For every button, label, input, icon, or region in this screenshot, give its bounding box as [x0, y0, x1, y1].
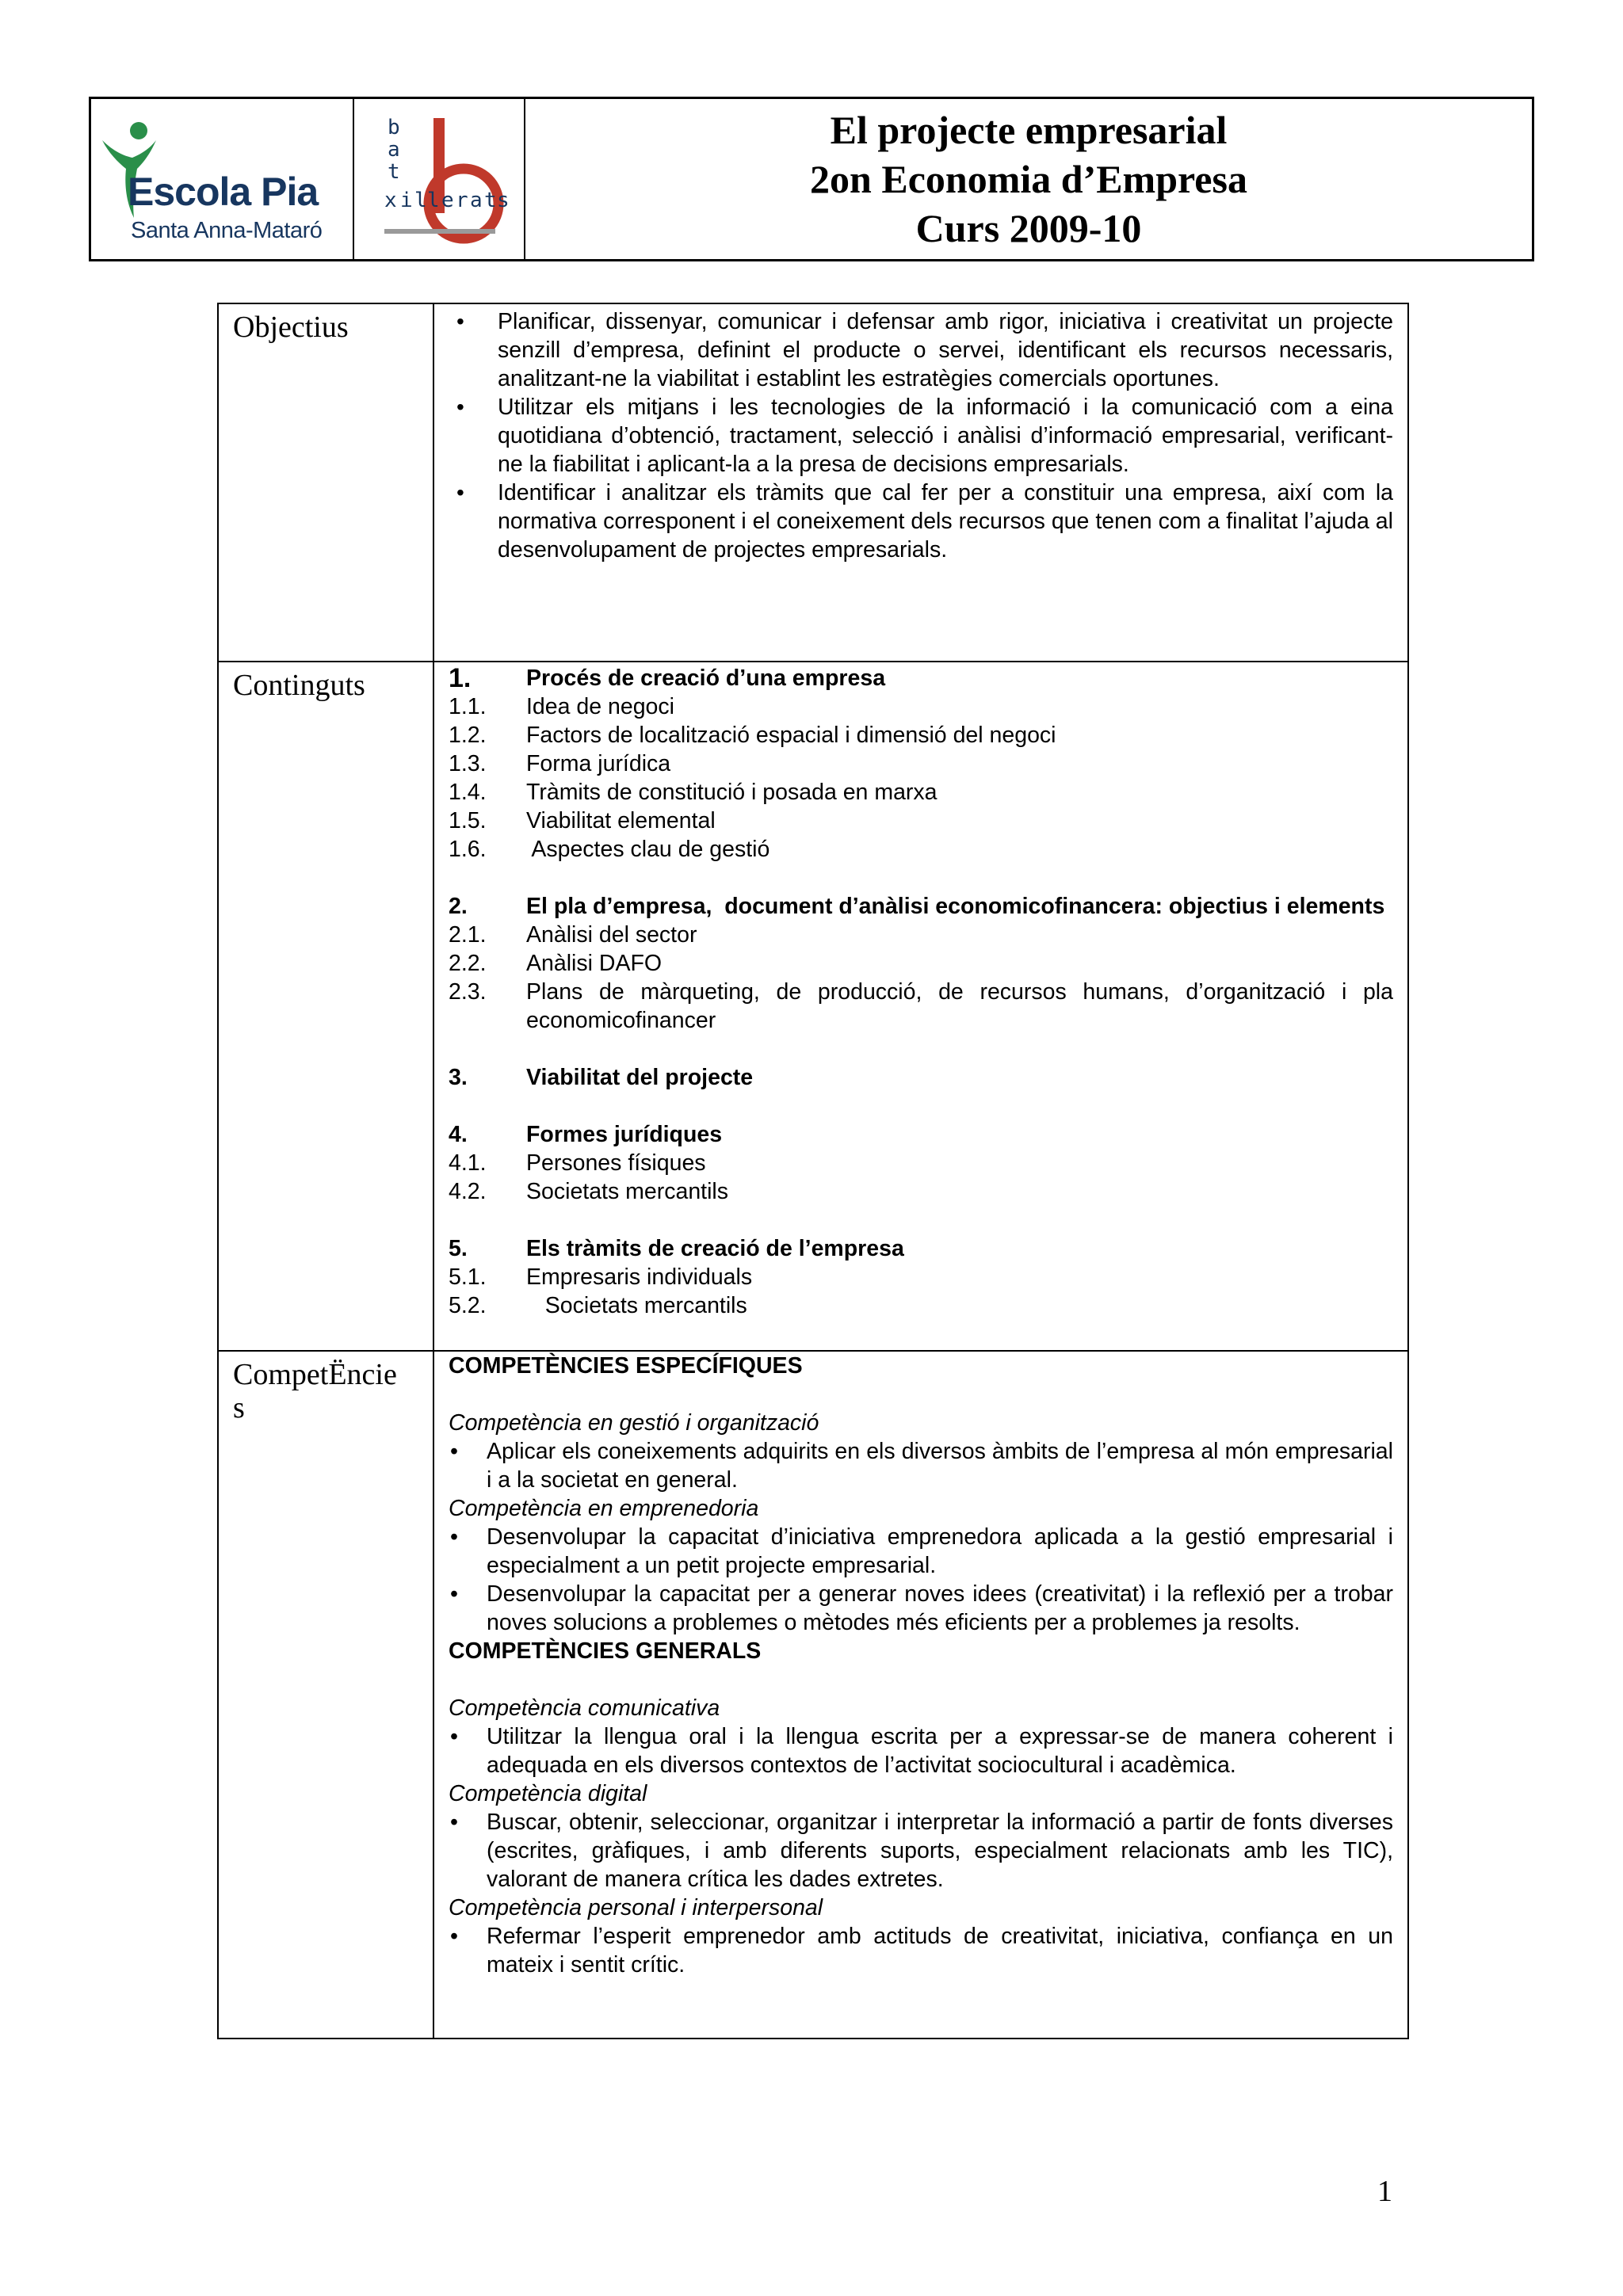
objectives-list — [449, 304, 1393, 564]
item-number: 1.4. — [449, 780, 487, 805]
syllabus-table — [217, 303, 1409, 2039]
item-number: 1.1. — [449, 694, 487, 719]
competence-item: • Refermar l’esperit emprenedor amb actituds de creativitat, iniciativa, confiança en un mateix i sentit crític. — [449, 1922, 1393, 1979]
content-item — [449, 1177, 1393, 1206]
section-title: Viabilitat del projecte — [526, 1065, 754, 1090]
row-label-cell — [219, 1352, 434, 2038]
spacer — [449, 1092, 1393, 1120]
item-text: Viabilitat elemental — [526, 808, 716, 833]
spacer — [449, 1035, 1393, 1063]
item-number: 1.3. — [449, 751, 487, 776]
content-item — [449, 1291, 1393, 1320]
title-line: 2on Economia d’Empresa — [810, 157, 1247, 201]
item-number: 1.6. — [449, 837, 487, 862]
item-text: Forma jurídica — [526, 751, 671, 776]
item-number: 5.2. — [449, 1293, 487, 1318]
content-item — [449, 835, 1393, 864]
row-label-cell — [219, 662, 434, 1350]
competence-subheading: Competència en emprenedoria — [449, 1496, 759, 1521]
competence-heading: COMPETÈNCIES ESPECÍFIQUES — [449, 1353, 803, 1379]
content-item — [449, 978, 1393, 1035]
competence-item: • Desenvolupar la capacitat per a generar noves idees (creativitat) i la reflexió per a trobar noves solucions a problemes o mètodes més eficients per a problemes ja resolts. — [449, 1580, 1393, 1637]
logo-letter: b — [388, 116, 400, 139]
content-item — [449, 807, 1393, 835]
content-item — [449, 721, 1393, 749]
section-heading — [449, 664, 1393, 692]
spacer — [449, 1665, 1393, 1694]
item-number: 2.2. — [449, 951, 487, 976]
content-item — [449, 778, 1393, 807]
objective-item: • Identificar i analitzar els tràmits que cal fer per a constituir una empresa, així com la normativa corresponent i el coneixement dels recursos que tenen com a finalitat l’ajuda al desenvolupament de projectes empresarials. — [449, 479, 1393, 564]
section-title: Formes jurídiques — [526, 1122, 723, 1147]
logo-letter: t — [388, 160, 400, 184]
row-label-cell — [219, 304, 434, 661]
batxillerats-b-icon — [369, 110, 511, 253]
section-heading — [449, 1120, 1393, 1149]
objectius-body — [434, 304, 1407, 661]
competence-subheading: Competència digital — [449, 1781, 647, 1806]
competence-heading: COMPETÈNCIES GENERALS — [449, 1638, 762, 1664]
label-line: s — [233, 1391, 245, 1425]
section-heading — [449, 1063, 1393, 1092]
logo-letter: s — [497, 189, 510, 212]
competence-subheading: Competència comunicativa — [449, 1695, 720, 1721]
section-title: Procés de creació d’una empresa — [526, 666, 886, 691]
objectius-row — [219, 304, 1407, 661]
title-line: Curs 2009-10 — [915, 206, 1142, 250]
item-text: Tràmits de constitució i posada en marxa — [526, 780, 938, 805]
content-item — [449, 921, 1393, 949]
content-item — [449, 949, 1393, 978]
logo-subtitle: Santa Anna-Mataró — [131, 218, 323, 243]
competencies-body — [434, 1352, 1407, 2038]
section-number: 4. — [449, 1122, 468, 1147]
item-text: Empresaris individuals — [526, 1264, 753, 1290]
content-item — [449, 1263, 1393, 1291]
item-text: Societats mercantils — [526, 1179, 729, 1204]
item-text: Anàlisi DAFO — [526, 951, 663, 976]
logo-letter: a — [388, 138, 400, 162]
item-text: Aspectes clau de gestió — [526, 837, 770, 862]
item-number: 2.3. — [449, 979, 487, 1005]
competence-item: • Desenvolupar la capacitat d’iniciativa emprenedora aplicada a la gestió empresarial i especialment a un petit projecte empresarial. — [449, 1523, 1393, 1580]
competencies-label — [219, 1352, 433, 1425]
logo-wordmark: Escola Pia — [128, 170, 319, 214]
content-item — [449, 1149, 1393, 1177]
objective-item: • Utilitzar els mitjans i les tecnologies de la informació i la comunicació com a eina quotidiana d’obtenció, tractament, selecció i anàlisi d’informació empresarial, verificant-ne la fiabilitat i aplicant-la a la presa de decisions empresarials. — [449, 393, 1393, 479]
competence-subheading: Competència en gestió i organització — [449, 1410, 819, 1436]
item-number: 2.1. — [449, 922, 487, 948]
title-line: El projecte empresarial — [830, 108, 1228, 152]
batxillerats-logo — [354, 99, 525, 259]
spacer — [449, 1380, 1393, 1409]
competence-item: • Buscar, obtenir, seleccionar, organitzar i interpretar la informació a partir de fonts diverses (escrites, gràfiques, i amb diferents suports, especialment relacionats amb les TIC), valorant de manera crítica les dades extretes. — [449, 1808, 1393, 1894]
logo-letter: e — [441, 189, 454, 212]
continguts-label: Continguts — [233, 669, 365, 702]
section-heading — [449, 1234, 1393, 1263]
document-header — [89, 97, 1534, 261]
section-heading — [449, 892, 1393, 921]
section-number: 1. — [449, 663, 472, 693]
continguts-row — [219, 661, 1407, 1350]
logo-letter: t — [484, 189, 497, 212]
item-number: 4.1. — [449, 1150, 487, 1176]
item-text: Idea de negoci — [526, 694, 674, 719]
logo-letter: x — [384, 189, 397, 212]
section-number: 5. — [449, 1236, 468, 1261]
page-number: 1 — [1377, 2175, 1392, 2208]
item-number: 1.2. — [449, 723, 487, 748]
document-title — [525, 99, 1532, 259]
competencies-row — [219, 1350, 1407, 2038]
section-title: El pla d’empresa, document d’anàlisi economicofinancera: objectius i elements — [526, 894, 1385, 919]
logo-letter: i — [400, 189, 413, 212]
logo-letter: l — [414, 189, 427, 212]
logo-letter: r — [456, 189, 468, 212]
content-item — [449, 692, 1393, 721]
item-text: Factors de localització espacial i dimensió del negoci — [526, 723, 1056, 748]
logo-letter: l — [427, 189, 440, 212]
competence-subheading: Competència personal i interpersonal — [449, 1895, 823, 1920]
section-number: 3. — [449, 1065, 468, 1090]
spacer — [449, 1206, 1393, 1234]
objectius-label: Objectius — [233, 311, 349, 344]
label-line: CompetËncie — [233, 1358, 397, 1391]
item-text: Societats mercantils — [526, 1293, 747, 1318]
item-number: 5.1. — [449, 1264, 487, 1290]
escola-pia-logo — [91, 99, 354, 259]
section-number: 2. — [449, 894, 468, 919]
item-number: 1.5. — [449, 808, 487, 833]
section-title: Els tràmits de creació de l’empresa — [526, 1236, 904, 1261]
logo-letter: a — [470, 189, 483, 212]
objective-item: • Planificar, dissenyar, comunicar i defensar amb rigor, iniciativa i creativitat un projecte senzill d’empresa, definint el producte o servei, identificant els recursos necessaris, analitzant-ne la viabilitat i establint les estratègies comercials oportunes. — [449, 307, 1393, 393]
content-item — [449, 749, 1393, 778]
item-text: Persones físiques — [526, 1150, 706, 1176]
item-text: Anàlisi del sector — [526, 922, 697, 948]
item-text: Plans de màrqueting, de producció, de recursos humans, d’organització i pla economicofinancer — [526, 979, 1393, 1033]
item-number: 4.2. — [449, 1179, 487, 1204]
competence-item: • Aplicar els coneixements adquirits en els diversos àmbits de l’empresa al món empresarial i a la societat en general. — [449, 1437, 1393, 1494]
competence-item: • Utilitzar la llengua oral i la llengua escrita per a expressar-se de manera coherent i adequada en els diversos contextos de l’activitat sociocultural i acadèmica. — [449, 1722, 1393, 1779]
spacer — [449, 864, 1393, 892]
continguts-body — [434, 662, 1407, 1350]
